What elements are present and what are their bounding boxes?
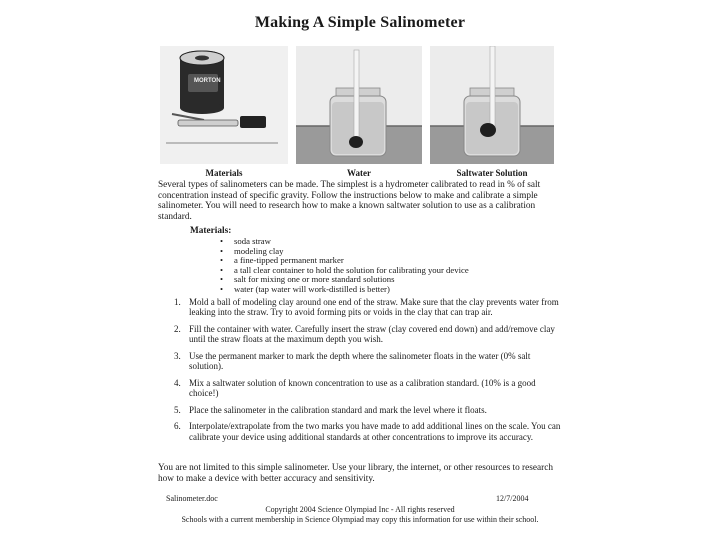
footer-date: 12/7/2004	[496, 494, 529, 503]
bullet-icon: •	[220, 283, 224, 294]
instruction-step: 6. Interpolate/extrapolate from the two marks you have made to add additional lines on the scale. You can calibrate your device using additional standards at other concentrations to improve its accuracy.	[174, 421, 561, 442]
copy-permission-notice: Schools with a current membership in Science Olympiad may copy this information for use within their school.	[181, 515, 539, 524]
materials-heading: Materials:	[190, 226, 232, 236]
footer-filename: Salinometer.doc	[166, 494, 218, 503]
bullet-icon: •	[220, 236, 224, 246]
saltwater-photo	[430, 46, 554, 164]
bullet-icon: •	[220, 245, 224, 256]
page-title: Making A Simple Salinometer	[254, 14, 466, 31]
instruction-step: 2. Fill the container with water. Carefully insert the straw (clay covered end down) and add/remove clay until the straw floats at the maximum depth you wish.	[174, 323, 555, 345]
materials-list-item: • salt for mixing one or more standard solutions	[220, 274, 395, 285]
instruction-step: 5. Place the salinometer in the calibration standard and mark the level where it floats.	[174, 404, 487, 415]
materials-photo	[160, 46, 288, 164]
water-caption: Water	[347, 168, 371, 178]
instruction-step: 4. Mix a saltwater solution of known concentration to use as a calibration standard. (10% is a good choice!)	[174, 377, 536, 398]
closing-paragraph: You are not limited to this simple salinometer. Use your library, the internet, or other resources to research how to make a device with better accuracy and sensitivity.	[158, 463, 554, 484]
instruction-step: 3. Use the permanent marker to mark the depth where the salinometer floats in the water (0% salt solution).	[174, 350, 531, 372]
instruction-steps	[174, 297, 562, 448]
materials-list-item: • a tall clear container to hold the solution for calibrating your device	[220, 264, 469, 275]
bullet-icon: •	[220, 255, 224, 266]
materials-list-item: • a fine-tipped permanent marker	[220, 255, 344, 266]
materials-caption: Materials	[205, 168, 243, 178]
materials-list-item: • modeling clay	[220, 245, 284, 256]
materials-list-item: • soda straw	[220, 236, 271, 246]
materials-list-item: • water (tap water will work-distilled is better)	[220, 283, 390, 294]
bullet-icon: •	[220, 274, 224, 285]
can-label-text: MORTON	[194, 78, 221, 84]
water-photo	[296, 46, 422, 164]
copyright-line: Copyright 2004 Science Olympiad Inc - All rights reserved	[265, 505, 455, 514]
instruction-step: 1. Mold a ball of modeling clay around one end of the straw. Make sure that the clay prevents water from leaking into the straw. Try to avoid forming pits or voids in the clay that can trap air.	[174, 297, 559, 318]
materials-list	[220, 237, 469, 295]
intro-paragraph: Several types of salinometers can be made. The simplest is a hydrometer calibrated to read in % of salt concentration instead of specific gravity. Follow the instructions below to make and calibrate a simple salinometer. You will need to research how to make a known saltwater solution to use as a calibration standard.	[158, 180, 541, 222]
bullet-icon: •	[220, 264, 224, 275]
saltwater-caption: Saltwater Solution	[456, 168, 528, 178]
